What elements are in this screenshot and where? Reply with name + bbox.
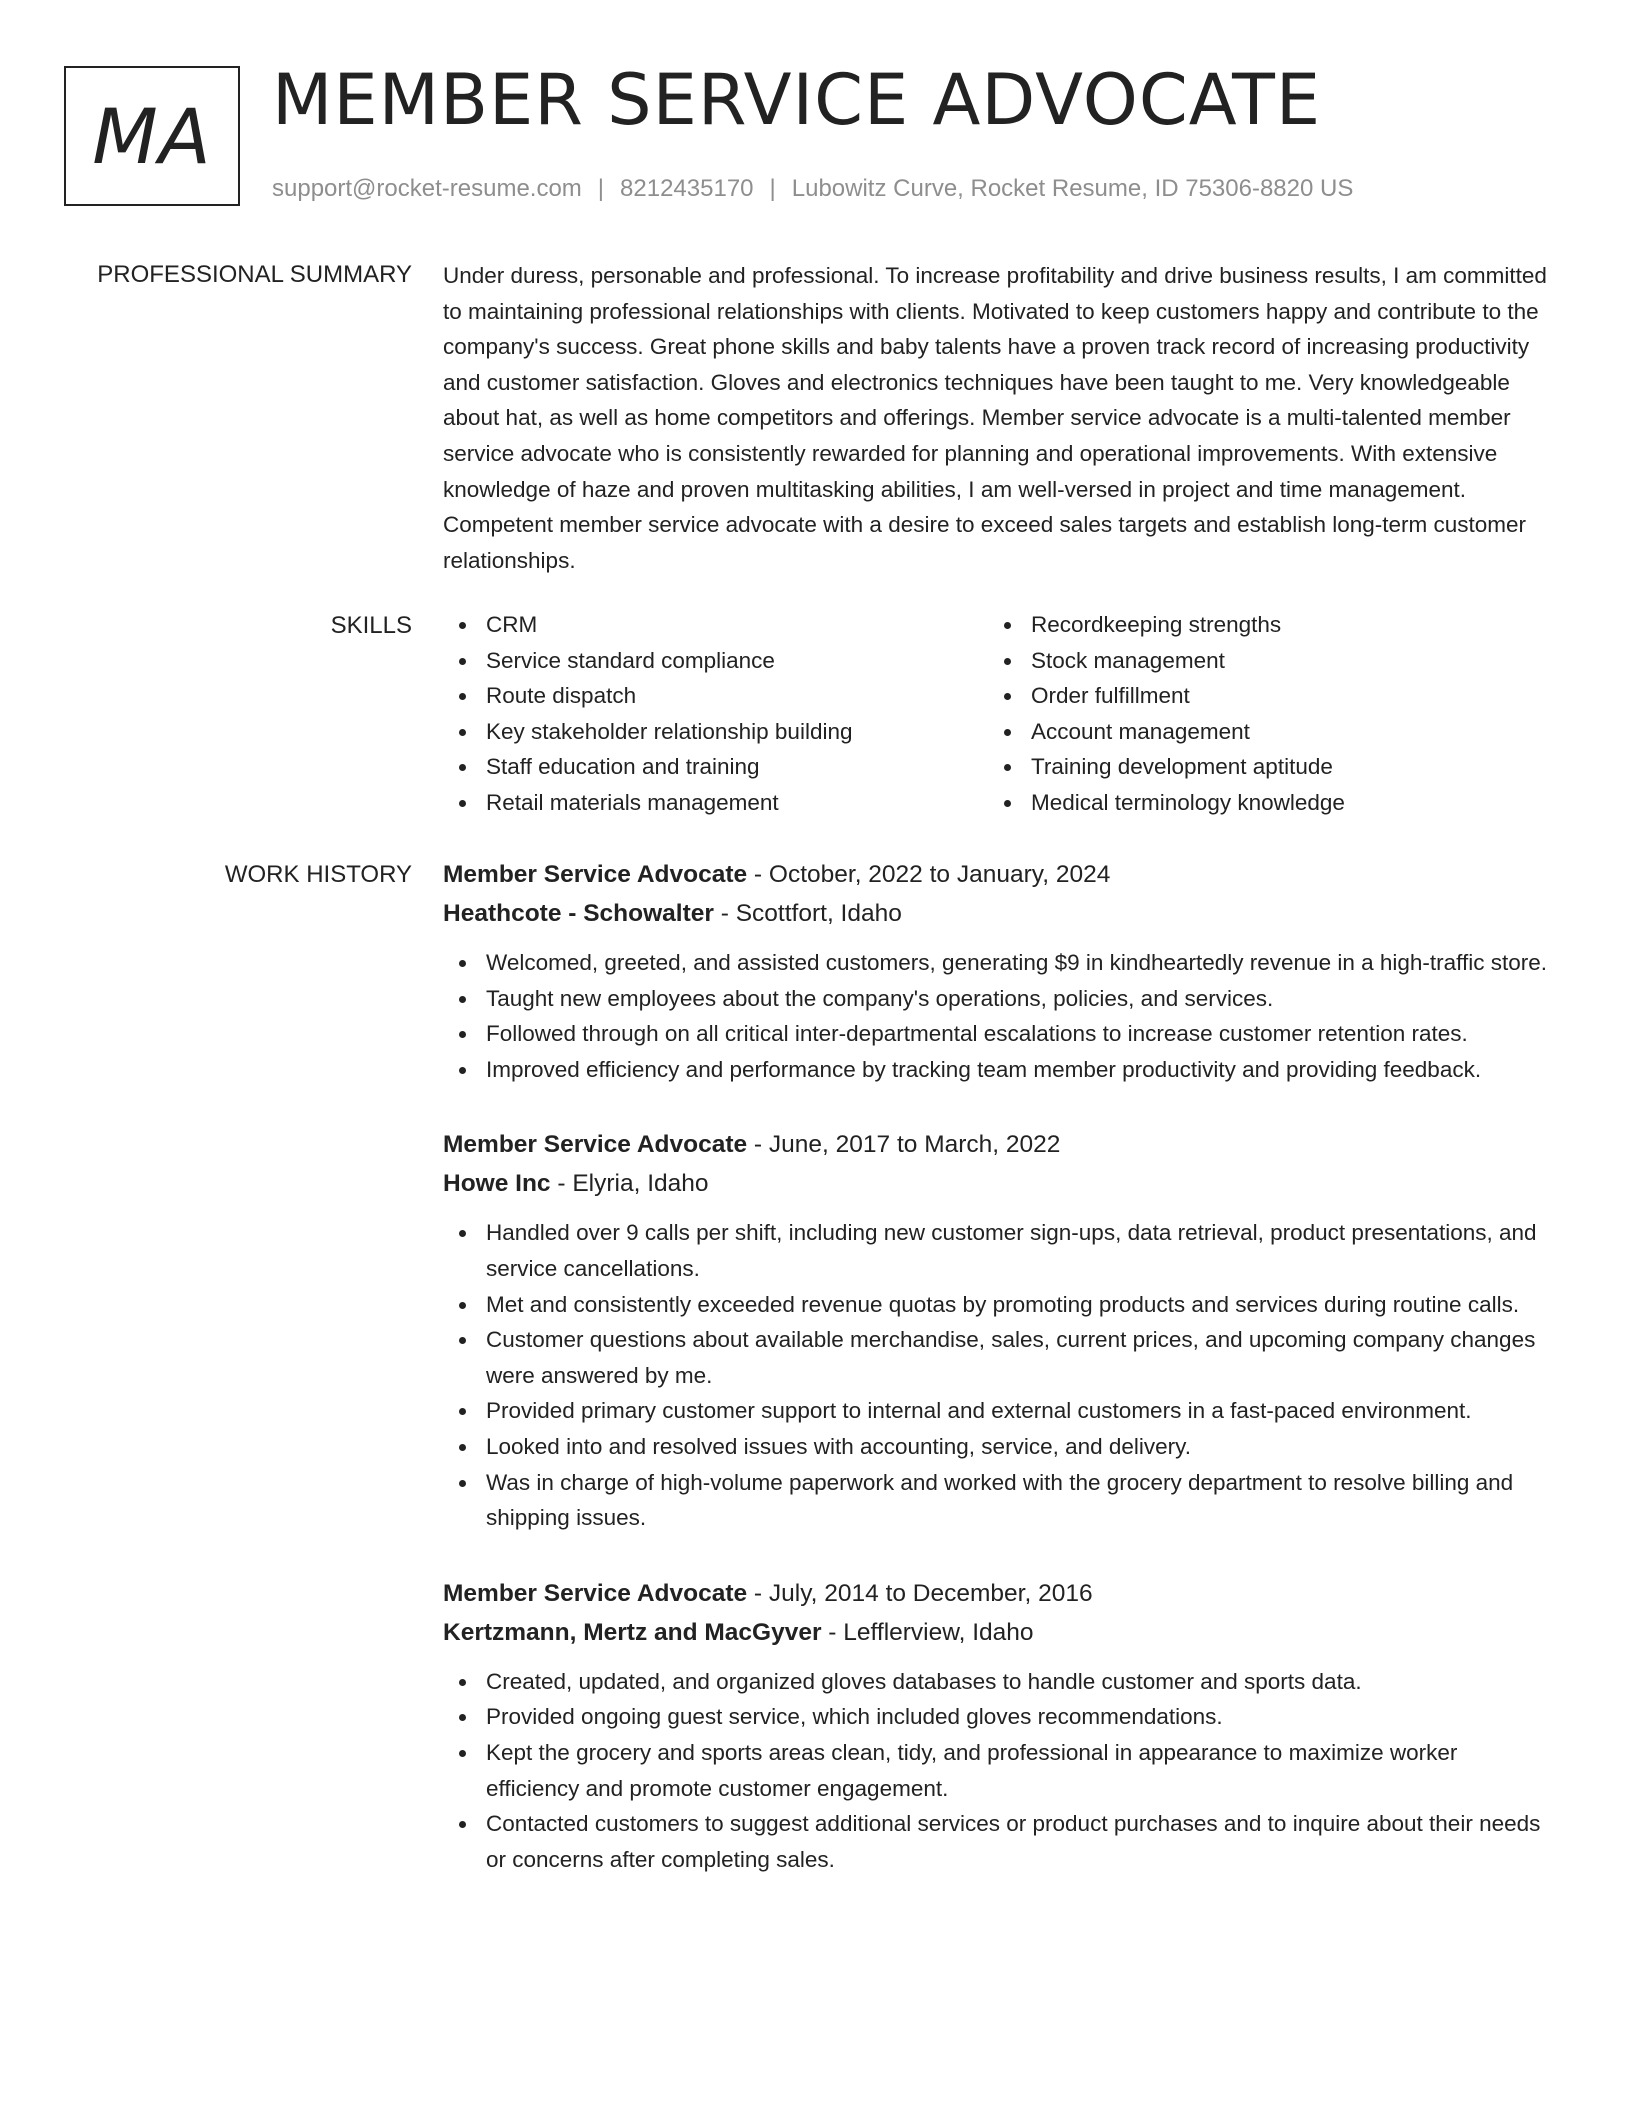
job-location: - Scottfort, Idaho: [713, 900, 902, 927]
job-title-line: [443, 855, 1555, 894]
job-bullet: Was in charge of high-volume paperwork and worked with the grocery department to resolve billing and shipping issues.: [443, 1465, 1555, 1536]
job-dates: - June, 2017 to March, 2022: [747, 1131, 1061, 1159]
skill-item: Key stakeholder relationship building: [443, 714, 988, 750]
job-dates: - July, 2014 to December, 2016: [747, 1579, 1093, 1607]
job-company-line: [443, 1164, 1555, 1203]
job-bullets: [443, 1215, 1555, 1535]
job-company-line: [443, 894, 1555, 933]
job-entry: [443, 855, 1555, 1087]
job-bullet: Taught new employees about the company's operations, policies, and services.: [443, 981, 1555, 1017]
work-history-heading: WORK HISTORY: [224, 861, 412, 888]
job-role: Member Service Advocate: [443, 861, 748, 888]
contact-email: support@rocket-resume.com: [272, 175, 582, 202]
skill-item: Stock management: [988, 643, 1533, 679]
skills-column-left: [443, 607, 988, 821]
skill-item: Recordkeeping strengths: [988, 607, 1533, 643]
contact-phone: 8212435170: [620, 175, 754, 202]
job-company-line: [443, 1613, 1555, 1652]
job-role: Member Service Advocate: [443, 1131, 748, 1159]
job-bullet: Improved efficiency and performance by tracking team member productivity and providing feedback.: [443, 1052, 1555, 1088]
job-bullets: [443, 1664, 1555, 1878]
skill-item: Staff education and training: [443, 749, 988, 785]
job-company: Kertzmann, Mertz and MacGyver: [443, 1618, 822, 1646]
skill-item: Order fulfillment: [988, 678, 1533, 714]
skills-heading: SKILLS: [330, 612, 412, 639]
job-bullet: Provided ongoing guest service, which included gloves recommendations.: [443, 1699, 1555, 1735]
monogram-box: [64, 66, 240, 206]
job-bullet: Welcomed, greeted, and assisted customers, generating $9 in kindheartedly revenue in a high-traffic store.: [443, 945, 1555, 981]
job-bullet: Handled over 9 calls per shift, including new customer sign-ups, data retrieval, product presentations, and service cancellations.: [443, 1215, 1555, 1286]
skill-item: Retail materials management: [443, 785, 988, 821]
job-bullet: Looked into and resolved issues with accounting, service, and delivery.: [443, 1429, 1555, 1465]
skills-column-right: [988, 607, 1533, 821]
job-title-line: [443, 1574, 1555, 1613]
job-title-line: [443, 1125, 1555, 1164]
skill-item: Medical terminology knowledge: [988, 785, 1533, 821]
summary-heading: PROFESSIONAL SUMMARY: [97, 261, 412, 288]
job-role: Member Service Advocate: [443, 1579, 748, 1607]
job-bullet: Met and consistently exceeded revenue quotas by promoting products and services during routine calls.: [443, 1287, 1555, 1323]
contact-separator: |: [769, 175, 776, 202]
contact-address: Lubowitz Curve, Rocket Resume, ID 75306-8820 US: [791, 175, 1354, 202]
job-bullet: Provided primary customer support to internal and external customers in a fast-paced environment.: [443, 1393, 1555, 1429]
skill-item: CRM: [443, 607, 988, 643]
work-history-body: [443, 855, 1555, 1915]
summary-text: Under duress, personable and professional. To increase profitability and drive business results, I am committed to maintaining professional relationships with clients. Motivated to keep customers happy and contribute to the company's success. Great phone skills and baby talents have a proven track record of increasing productivity and customer satisfaction. Gloves and electronics techniques have been taught to me. Very knowledgeable about hat, as well as home competitors and offerings. Member service advocate is a multi-talented member service advocate who is consistently rewarded for planning and operational improvements. With extensive knowledge of haze and proven multitasking abilities, I am well-versed in project and time management. Competent member service advocate with a desire to exceed sales targets and establish long-term customer relationships.: [443, 263, 1547, 573]
job-company: Howe Inc: [443, 1170, 551, 1198]
contact-line: [272, 172, 1353, 206]
skills-grid: [443, 607, 1555, 821]
summary-body: [443, 258, 1555, 578]
job-bullet: Customer questions about available merchandise, sales, current prices, and upcoming company changes were answered by me.: [443, 1322, 1555, 1393]
job-bullet: Contacted customers to suggest additional services or product purchases and to inquire about their needs or concerns after completing sales.: [443, 1806, 1555, 1877]
job-bullets: [443, 945, 1555, 1087]
job-bullet: Created, updated, and organized gloves databases to handle customer and sports data.: [443, 1664, 1555, 1700]
skill-item: Route dispatch: [443, 678, 988, 714]
job-bullet: Followed through on all critical inter-departmental escalations to increase customer retention rates.: [443, 1016, 1555, 1052]
job-location: - Elyria, Idaho: [550, 1170, 709, 1198]
contact-separator: |: [597, 175, 605, 202]
job-bullet: Kept the grocery and sports areas clean, tidy, and professional in appearance to maximize worker efficiency and promote customer engagement.: [443, 1735, 1555, 1806]
job-entry: [443, 1574, 1555, 1878]
monogram-initials: MA: [92, 91, 212, 181]
job-company: Heathcote - Schowalter: [443, 900, 714, 927]
skill-item: Account management: [988, 714, 1533, 750]
job-location: - Lefflerview, Idaho: [821, 1618, 1034, 1646]
skill-item: Training development aptitude: [988, 749, 1533, 785]
skill-item: Service standard compliance: [443, 643, 988, 679]
job-dates: - October, 2022 to January, 2024: [747, 861, 1111, 888]
skills-body: [443, 607, 1555, 821]
resume-name: MEMBER SERVICE ADVOCATE: [272, 59, 1322, 141]
job-entry: [443, 1125, 1555, 1535]
